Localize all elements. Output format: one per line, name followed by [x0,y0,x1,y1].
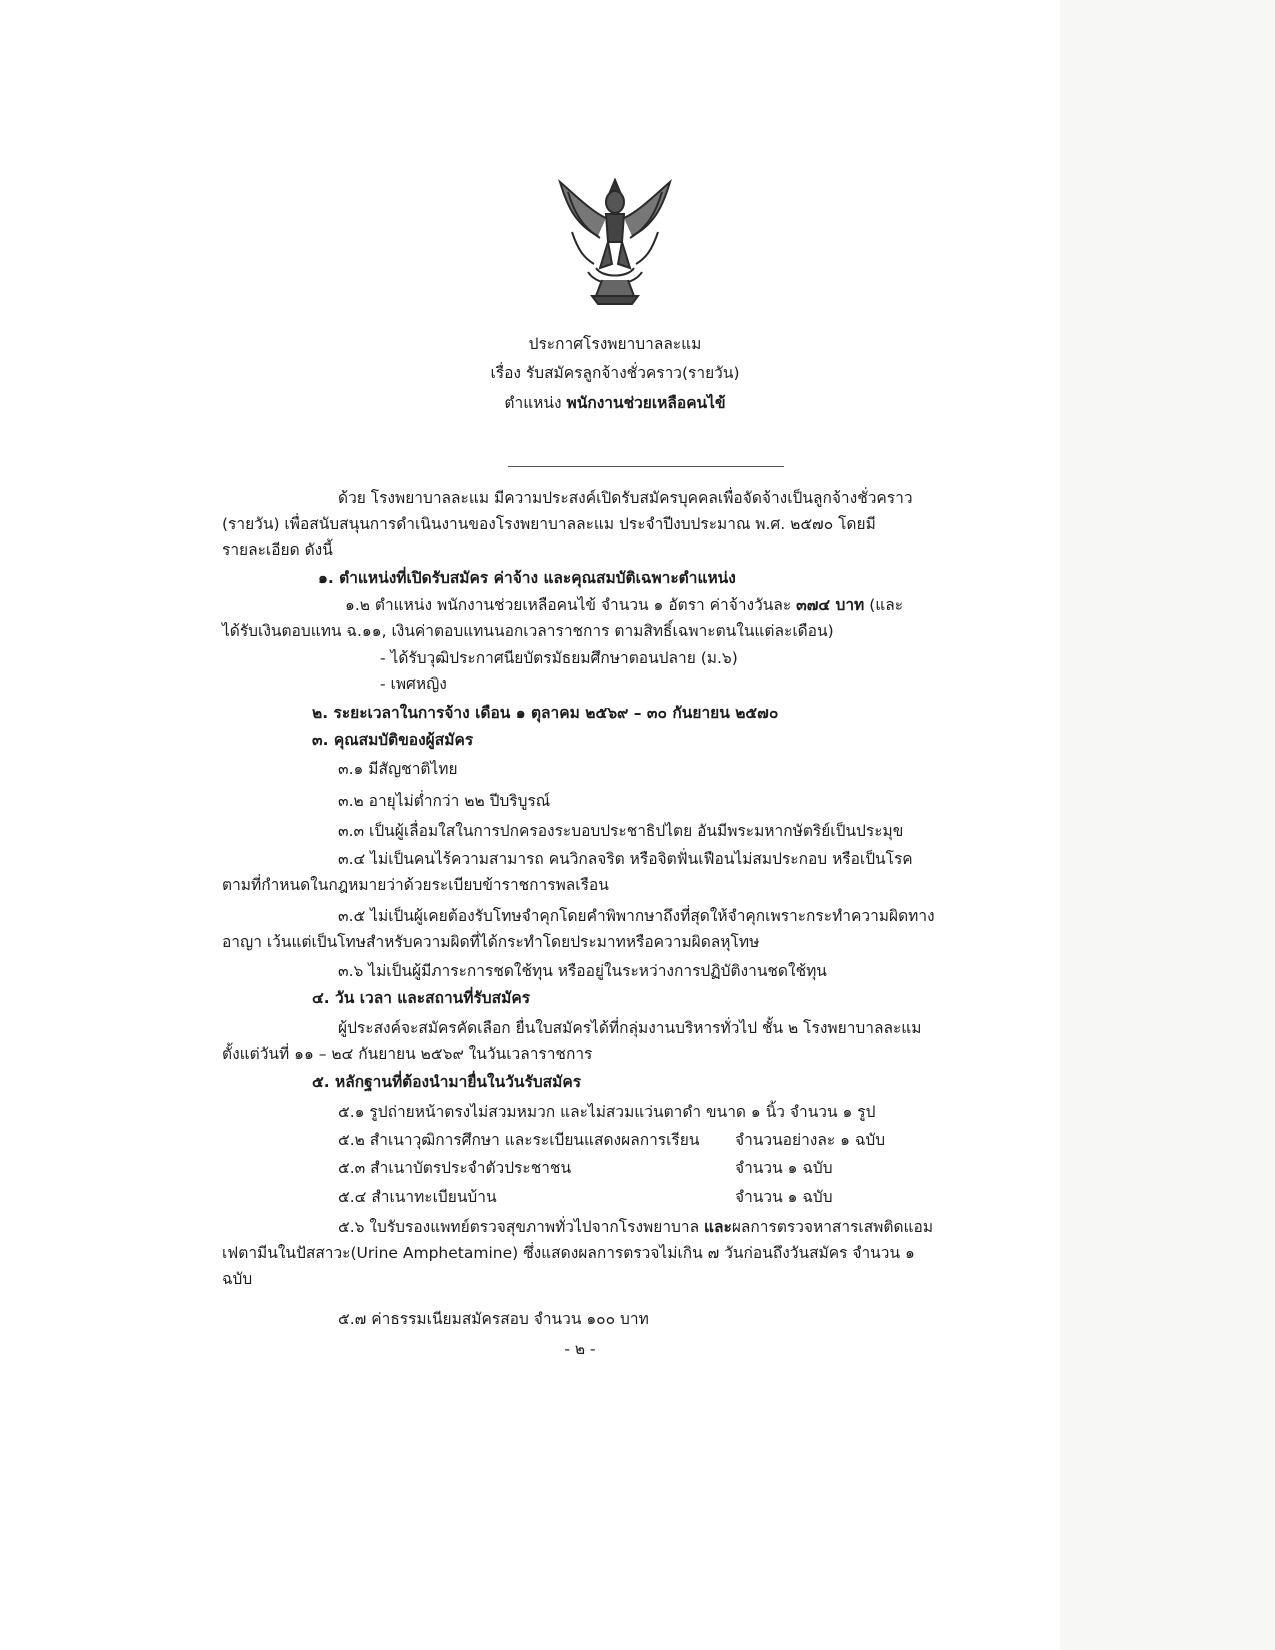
qualification-education: - ได้รับวุฒิประกาศนียบัตรมัธยมศึกษาตอนปลาย (ม.๖) [380,649,738,667]
garuda-emblem [552,172,678,312]
section-1-item-continued: ได้รับเงินตอบแทน ฉ.๑๑, เงินค่าตอบแทนนอกเวลาราชการ ตามสิทธิ์เฉพาะตนในแต่ละเดือน) [222,622,834,640]
section-3-item-6: ๓.๖ ไม่เป็นผู้มีภาระการชดใช้ทุน หรืออยู่ในระหว่างการปฏิบัติงานชดใช้ทุน [338,962,827,980]
intro-line-3: รายละเอียด ดังนี้ [222,541,333,559]
document-item-6 [338,1216,933,1238]
section-5-heading: ๕. หลักฐานที่ต้องนำมายื่นในวันรับสมัคร [312,1073,582,1091]
position-detail-suffix: (และ [864,596,904,614]
section-3-item-4-continued: ตามที่กำหนดในกฎหมายว่าด้วยระเบียบข้าราชการพลเรือน [222,876,609,894]
announcement-subject: เรื่อง รับสมัครลูกจ้างชั่วคราว(รายวัน) [490,364,740,382]
document-item-7: ๕.๗ ค่าธรรมเนียมสมัครสอบ จำนวน ๑๐๐ บาท [338,1310,649,1328]
position-prefix: ตำแหน่ง [504,394,567,412]
qualification-gender: - เพศหญิง [380,675,447,693]
section-3-item-5-continued: อาญา เว้นแต่เป็นโทษสำหรับความผิดที่ได้กระทำโดยประมาทหรือความผิดลหุโทษ [222,933,760,951]
position-detail-text: ๑.๒ ตำแหน่ง พนักงานช่วยเหลือคนไข้ จำนวน ๑ อัตรา ค่าจ้างวันละ [345,596,797,614]
section-2-heading: ๒. ระยะเวลาในการจ้าง เดือน ๑ ตุลาคม ๒๕๖๙ – ๓๐ กันยายน ๒๕๗๐ [312,704,779,722]
document-item-6-continued: เฟตามีนในปัสสาวะ(Urine Amphetamine) ซึ่งแสดงผลการตรวจไม่เกิน ๗ วันก่อนถึงวันสมัคร จำนวน ๑ [222,1244,915,1262]
section-3-heading: ๓. คุณสมบัติของผู้สมัคร [312,731,474,749]
section-3-item-3: ๓.๓ เป็นผู้เลื่อมใสในการปกครองระบอบประชาธิปไตย อันมีพระมหากษัตริย์เป็นประมุข [338,822,904,840]
section-3-item-2: ๓.๒ อายุไม่ต่ำกว่า ๒๒ ปีบริบูรณ์ [338,792,551,810]
document-item-3-quantity: จำนวน ๑ ฉบับ [735,1159,833,1177]
document-item-6-continued-2: ฉบับ [222,1270,253,1288]
document-item-4-quantity: จำนวน ๑ ฉบับ [735,1188,833,1206]
document-item-3: ๕.๓ สำเนาบัตรประจำตัวประชาชน [338,1159,572,1177]
section-4-paragraph: ผู้ประสงค์จะสมัครคัดเลือก ยื่นใบสมัครได้ที่กลุ่มงานบริหารทั่วไป ชั้น ๒ โรงพยาบาลละแม [338,1019,922,1037]
medical-cert-text: ๕.๖ ใบรับรองแพทย์ตรวจสุขภาพทั่วไปจากโรงพยาบาล [338,1218,704,1236]
document-item-1: ๕.๑ รูปถ่ายหน้าตรงไม่สวมหมวก และไม่สวมแว่นตาดำ ขนาด ๑ นิ้ว จำนวน ๑ รูป [338,1103,876,1121]
intro-line-1: ด้วย โรงพยาบาลละแม มีความประสงค์เปิดรับสมัครบุคคลเพื่อจัดจ้างเป็นลูกจ้างชั่วคราว [338,489,913,507]
daily-wage: ๓๗๔ บาท [796,596,865,614]
document-item-2-quantity: จำนวนอย่างละ ๑ ฉบับ [735,1131,886,1149]
section-3-item-5: ๓.๕ ไม่เป็นผู้เคยต้องรับโทษจำคุกโดยคำพิพากษาถึงที่สุดให้จำคุกเพราะกระทำความผิดทาง [338,907,935,925]
section-1-item [345,594,903,616]
section-1-heading: ๑. ตำแหน่งที่เปิดรับสมัคร ค่าจ้าง และคุณสมบัติเฉพาะตำแหน่ง [318,569,736,587]
medical-cert-and: และ [704,1218,732,1236]
announcement-title: ประกาศโรงพยาบาลละแม [528,335,702,353]
drug-test-text: ผลการตรวจหาสารเสพติดแอม [731,1218,934,1236]
title-divider [508,466,784,467]
section-4-heading: ๔. วัน เวลา และสถานที่รับสมัคร [312,989,531,1007]
position-name: พนักงานช่วยเหลือคนไข้ [566,394,726,412]
position-line [470,392,760,414]
section-4-paragraph-continued: ตั้งแต่วันที่ ๑๑ – ๒๔ กันยายน ๒๕๖๙ ในวันเวลาราชการ [222,1045,593,1063]
document-item-2: ๕.๒ สำเนาวุฒิการศึกษา และระเบียนแสดงผลการเรียน [338,1131,700,1149]
document-item-4: ๕.๔ สำเนาทะเบียนบ้าน [338,1188,497,1206]
page-number: - ๒ - [564,1340,596,1358]
section-3-item-1: ๓.๑ มีสัญชาติไทย [338,760,458,778]
section-3-item-4: ๓.๔ ไม่เป็นคนไร้ความสามารถ คนวิกลจริต หรือจิตฟั่นเฟือนไม่สมประกอบ หรือเป็นโรค [338,850,913,868]
intro-line-2: (รายวัน) เพื่อสนับสนุนการดำเนินงานของโรงพยาบาลละแม ประจำปีงบประมาณ พ.ศ. ๒๕๗๐ โดยมี [222,515,876,533]
